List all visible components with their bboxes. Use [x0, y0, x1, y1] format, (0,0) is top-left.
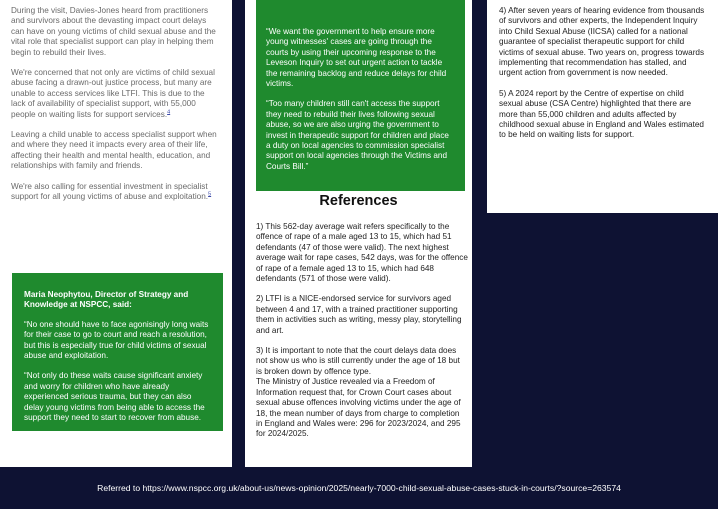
left-paragraph-2: [11, 68, 221, 120]
quote-mid-paragraph-1: “We want the government to help ensure more young witnesses' cases are going through the courts by using their upcoming response to the Leveson Inquiry to set out urgent action to tackle the remaining backlog and reduce delays for child victims.: [266, 27, 447, 89]
reference-link-4[interactable]: 4: [167, 108, 171, 115]
source-footer: [0, 483, 718, 494]
source-url-text[interactable]: Referred to https://www.nspcc.org.uk/about-us/news-opinion/2025/nearly-7000-child-sexual-abuse-cases-stuck-in-courts/?source=263574: [97, 483, 621, 493]
references-heading: References: [319, 193, 398, 209]
quote-attribution: Maria Neophytou, Director of Strategy and Knowledge at NSPCC, said:: [24, 290, 189, 310]
reference-item-2: 2) LTFI is a NICE-endorsed service for survivors aged between 4 and 17, with a trained practitioner supporting them in activities such as writing, messy play, storytelling and art.: [256, 294, 462, 335]
reference-item-1: 1) This 562-day average wait refers specifically to the offence of rape of a male aged 13 to 15, which had 51 defendants (47 of those were valid). The next highest average wait for rape cases, 542 days, was for the offence of rape of a female aged 13 to 15, which had 648 defendants (571 of those were valid).: [256, 222, 468, 284]
quote-box-maria-neophytou: [12, 273, 223, 431]
references-list: [256, 222, 468, 440]
left-paragraph-3-text: Leaving a child unable to access specialist support when and where they need it impacts every area of their life, affecting their health and mental health, education, and relationships with family and friends.: [11, 130, 217, 171]
reference-item-4: 4) After seven years of hearing evidence from thousands of survivors and other experts, the Independent Inquiry into Child Sexual Abuse (IICSA) called for a national guarantee of specialist therapeutic support for child victims of sexual abuse. Two years on, progress towards implementing that recommendation has stalled, and urgent action from government is now needed.: [499, 6, 705, 78]
left-paragraph-1: [11, 6, 221, 58]
reference-item-3-continued: The Ministry of Justice revealed via a Freedom of Information request that, for Crown Court cases about sexual abuse offences involving victims under the age of 18, the mean number of days from charge to completion in England and Wales were: 296 for 2023/2024, and 295 for 2024/2025.: [256, 377, 461, 439]
left-paragraph-4: [11, 182, 221, 203]
left-paragraph-4-text: We're also calling for essential investment in specialist support for all young victims of abuse and exploitation.: [11, 181, 209, 202]
reference-item-3: 3) It is important to note that the court delays data does not show us who is still currently under the age of 18 but is broken down by offence type.: [256, 346, 460, 376]
quote-left-paragraph-2: “Not only do these waits cause significant anxiety and worry for children who have already experienced serious trauma, but they can also delay young victims from being able to access the support they need to start to recover from abuse.: [24, 371, 205, 423]
left-paragraph-2-text: We're concerned that not only are victims of child sexual abuse facing a drawn-out justice process, but many are unable to access services like LTFI. This is due to the lack of availability of specialist support, with 55,000 people on waiting lists for support services.: [11, 68, 215, 119]
quote-left-paragraph-1: “No one should have to face agonisingly long waits for their case to go to court and reach a resolution, but this is especially true for child victims of sexual abuse and exploitation.: [24, 319, 209, 361]
reference-link-5[interactable]: 5: [208, 191, 212, 198]
right-column-panel: [487, 0, 718, 213]
quote-box-continued: [256, 0, 465, 191]
left-paragraph-3: [11, 130, 221, 172]
quote-mid-paragraph-2: “Too many children still can't access the support they need to rebuild their lives following sexual abuse, so we are also urging the government to invest in therapeutic support for children and place a duty on local agencies to commission specialist support on local agencies through the Victims and Courts Bill.”: [266, 99, 449, 171]
left-paragraph-1-text: During the visit, Davies-Jones heard from practitioners and survivors about the devasting impact court delays can have on young victims of child sexual abuse and the vital role that specialist support can play in helping them begin to rebuild their lives.: [11, 6, 216, 57]
reference-item-5: 5) A 2024 report by the Centre of expertise on child sexual abuse (CSA Centre) highlighted that there are more than 55,000 children and adults affected by childhood sexual abuse in England and Wales estimated to be held on waiting lists for support.: [499, 88, 704, 140]
